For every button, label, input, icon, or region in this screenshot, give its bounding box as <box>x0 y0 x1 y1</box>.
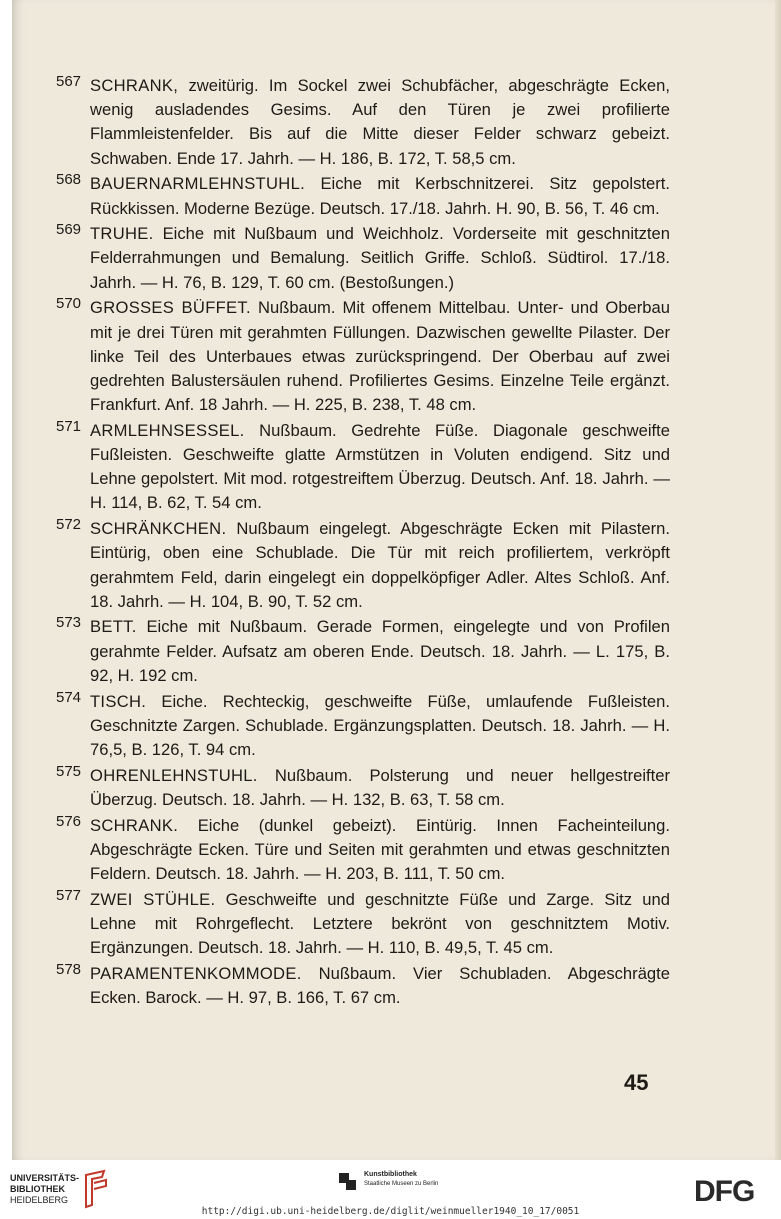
entry-number: 569 <box>56 221 82 239</box>
catalog-entry <box>56 762 670 812</box>
entry-title: TISCH. <box>90 691 147 711</box>
entry-description: Nußbaum. Gedrehte Füße. Diagonale geschweifte Fußleisten. Geschweifte glatte Armstützen in Voluten endigend. Sitz und Lehne gepolstert. Mit mod. rotgestreiftem Überzug. Deutsch. Anf. 18. Jahrh. — H. 114, B. 62, T. 54 cm. <box>90 420 670 513</box>
entry-title: PARAMENTENKOMMODE. <box>90 963 302 983</box>
entry-description: Nußbaum. Vier Schubladen. Abgeschrägte Ecken. Barock. — H. 97, B. 166, T. 67 cm. <box>90 963 670 1008</box>
entry-number: 578 <box>56 960 82 978</box>
catalog-entry <box>56 417 670 516</box>
entry-title: ARMLEHNSESSEL. <box>90 420 245 440</box>
entry-number: 567 <box>56 73 82 90</box>
entry-number: 572 <box>56 516 82 534</box>
entry-title: ZWEI STÜHLE. <box>90 889 216 909</box>
entry-number: 568 <box>56 171 82 189</box>
university-library-logo[interactable] <box>10 1173 79 1206</box>
page-edge <box>775 0 781 1160</box>
catalog-entry <box>56 614 670 688</box>
entry-title: GROSSES BÜFFET. <box>90 298 251 318</box>
catalog-entry <box>56 171 670 220</box>
entry-title: SCHRÄNKCHEN. <box>90 519 227 539</box>
entry-description: zweitürig. Im Sockel zwei Schubfächer, abgeschrägte Ecken, wenig ausladendes Gesims. Auf den Türen je zwei profilierte Flammleistenfelder. Bis auf die Mitte dieser Felder schwarz gebeizt. Schwaben. Ende 17. Jahrh. — H. 186, B. 172, T. 58,5 cm. <box>90 76 670 168</box>
entry-number: 577 <box>56 886 82 904</box>
entry-title: SCHRANK, <box>90 76 179 95</box>
entry-number: 574 <box>56 688 82 706</box>
entry-number: 571 <box>56 417 82 435</box>
entry-description: Eiche mit Nußbaum. Gerade Formen, eingelegte und von Profilen gerahmte Felder. Aufsatz am oberen Ende. Deutsch. 18. Jahrh. — L. 175, B. 92, H. 192 cm. <box>90 617 670 685</box>
kunstbibliothek-subtitle: Staatliche Museen zu Berlin <box>364 1181 439 1187</box>
entry-description: Geschweifte und geschnitzte Füße und Zarge. Sitz und Lehne mit Rohrgeflecht. Letztere bekrönt von geschnitztem Motiv. Ergänzungen. Deutsch. 18. Jahrh. — H. 110, B. 49,5, T. 45 cm. <box>90 889 670 958</box>
entry-description: Eiche mit Nußbaum und Weichholz. Vorderseite mit geschnitzten Felderrahmungen und Bemalung. Seitlich Griffe. Schloß. Südtirol. 17./18. Jahrh. — H. 76, B. 129, T. 60 cm. (Bestoßungen.) <box>90 224 670 292</box>
kunstbibliothek-icon <box>338 1171 358 1193</box>
entry-description: Eiche mit Kerbschnitzerei. Sitz gepolstert. Rückkissen. Moderne Bezüge. Deutsch. 17./18. Jahrh. H. 90, B. 56, T. 46 cm. <box>90 174 670 218</box>
catalog-entry <box>56 960 670 1010</box>
entry-number: 575 <box>56 762 82 780</box>
kunstbibliothek-name: Kunstbibliothek <box>364 1171 417 1178</box>
footer-bar <box>0 1163 781 1219</box>
catalog-entry <box>56 812 670 887</box>
entry-title: TRUHE. <box>90 224 154 244</box>
entry-title: SCHRANK. <box>90 815 179 835</box>
ub-logo-icon <box>82 1169 110 1209</box>
catalog-entry <box>56 73 670 171</box>
library-name-line2: BIBLIOTHEK <box>10 1184 65 1194</box>
catalog-entry <box>56 516 670 614</box>
entry-number: 576 <box>56 812 82 830</box>
library-name-line1: UNIVERSITÄTS- <box>10 1173 80 1183</box>
page-number: 45 <box>624 1070 649 1095</box>
entry-description: Nußbaum. Polsterung und neuer hellgestreifter Überzug. Deutsch. 18. Jahrh. — H. 132, B. 63, T. 58 cm. <box>90 765 670 809</box>
catalog-entry <box>56 295 670 417</box>
catalog-entry <box>56 688 670 763</box>
entry-title: OHRENLEHNSTUHL. <box>90 765 258 785</box>
entry-title: BETT. <box>90 617 137 637</box>
permalink-url[interactable]: http://digi.ub.uni-heidelberg.de/diglit/weinmueller1940_10_17/0051 <box>201 1206 580 1217</box>
library-name-line3: HEIDELBERG <box>10 1195 69 1205</box>
entry-description: Nußbaum eingelegt. Abgeschrägte Ecken mit Pilastern. Eintürig, oben eine Schublade. Die Tür mit reich profiliertem, verkröpft gerahmtem Feld, darin eingelegt ein doppelköpfiger Adler. Altes Schloß. Anf. 18. Jahrh. — H. 104, B. 90, T. 52 cm. <box>90 519 670 611</box>
dfg-logo[interactable]: DFG <box>694 1175 755 1208</box>
catalog-entry <box>56 221 670 295</box>
entry-description: Eiche. Rechteckig, geschweifte Füße, umlaufende Fußleisten. Geschnitzte Zargen. Schublade. Ergänzungsplatten. Deutsch. 18. Jahrh. — H. 76,5, B. 126, T. 94 cm. <box>90 691 670 759</box>
catalog-entry <box>56 886 670 961</box>
entry-number: 570 <box>56 295 82 313</box>
entry-description: Nußbaum. Mit offenem Mittelbau. Unter- und Oberbau mit je drei Türen mit gerahmten Füllungen. Dazwischen gewellte Pilaster. Der linke Teil des Unterbaues etwas zurückspringend. Der Oberbau auf zwei gedrehten Balustersäulen ruhend. Profiliertes Gesims. Einzelne Teile ergänzt. Frankfurt. Anf. 18 Jahrh. — H. 225, B. 238, T. 48 cm. <box>90 298 670 415</box>
entry-description: Eiche (dunkel gebeizt). Eintürig. Innen Facheinteilung. Abgeschrägte Ecken. Türe und Seiten mit gerahmten und etwas geschnitzten Feldern. Deutsch. 18. Jahrh. — H. 203, B. 111, T. 50 cm. <box>90 815 670 883</box>
entry-number: 573 <box>56 614 82 632</box>
entry-title: BAUERNARMLEHNSTUHL. <box>90 174 306 194</box>
catalog-entries <box>56 73 670 1012</box>
